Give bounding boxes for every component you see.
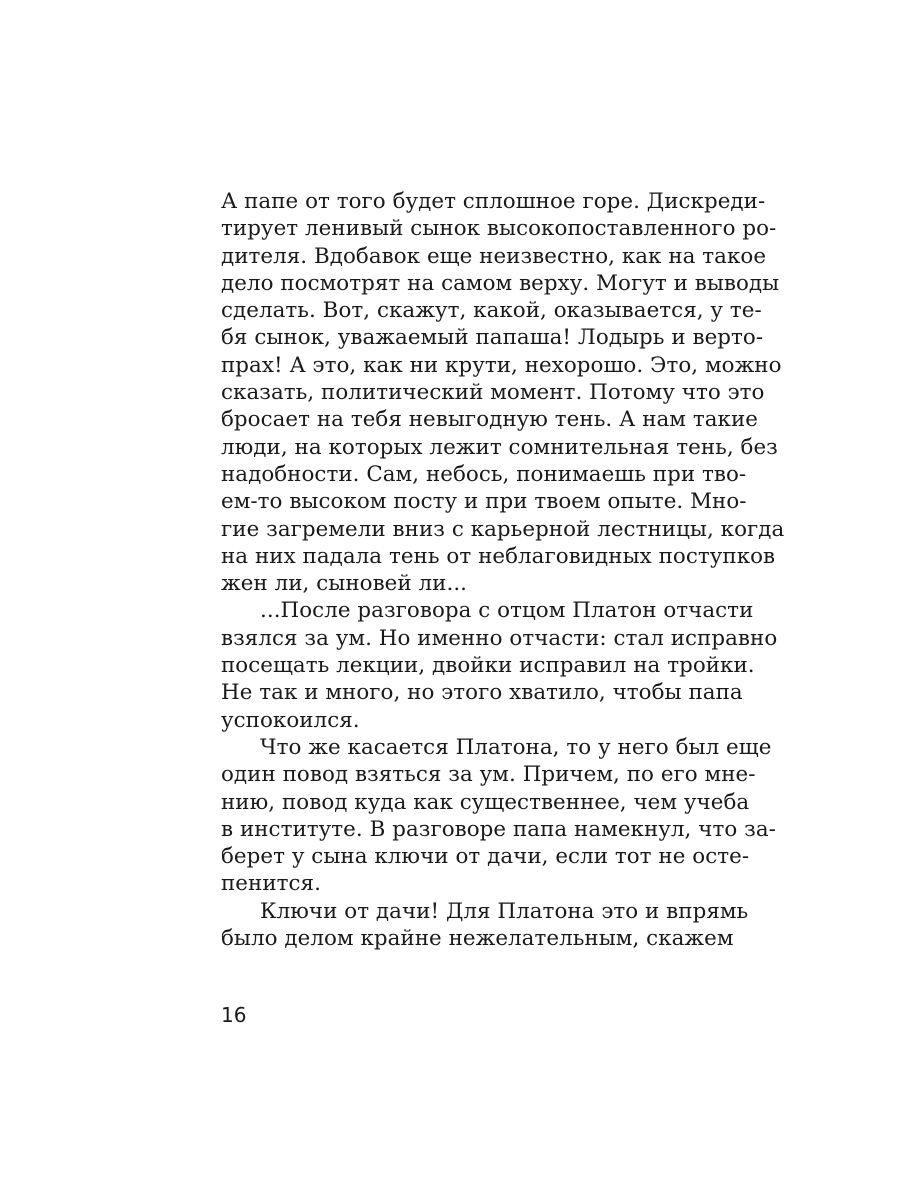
text-line: дело посмотрят на самом верху. Могут и выводы: [221, 270, 780, 296]
text-line: взялся за ум. Но именно отчасти: стал исправно: [221, 625, 778, 651]
paragraph: [221, 597, 778, 733]
text-line: жен ли, сыновей ли...: [221, 571, 468, 597]
page-number: 16: [221, 1003, 247, 1027]
paragraph: [221, 188, 785, 597]
text-line: Ключи от дачи! Для Платона это и впрямь: [260, 898, 749, 924]
paragraph: [221, 898, 749, 953]
body-text: [221, 188, 785, 952]
text-line: один повод взяться за ум. Причем, по его мне-: [221, 762, 756, 788]
text-line: бя сынок, уважаемый папаша! Лодырь и верто-: [221, 325, 764, 351]
text-line: тирует ленивый сынок высокопоставленного ро-: [221, 216, 777, 242]
text-line: гие загремели вниз с карьерной лестницы, когда: [221, 516, 785, 542]
text-line: А папе от того будет сплошное горе. Дискреди-: [221, 189, 766, 214]
text-line: пенится.: [221, 871, 321, 897]
text-line: прах! А это, как ни крути, нехорошо. Это, можно: [221, 352, 782, 378]
text-line: берет у сына ключи от дачи, если тот не остe-: [221, 844, 750, 870]
text-line: посещать лекции, двойки исправил на тройки.: [221, 653, 755, 679]
text-line: люди, на которых лежит сомнительная тень, без: [221, 434, 778, 460]
text-line: было делом крайне нежелательным, скажем: [221, 926, 734, 952]
text-line: успокоился.: [221, 707, 360, 733]
text-line: нию, повод куда как существеннее, чем учеба: [221, 789, 750, 815]
text-line: ем-то высоком посту и при твоем опыте. Мно-: [221, 489, 747, 515]
text-line: сказать, политический момент. Потому что это: [221, 380, 765, 406]
text-line: в институте. В разговоре папа намекнул, что за-: [221, 816, 776, 842]
text-line: ...После разговора с отцом Платон отчасти: [260, 598, 754, 624]
text-line: Что же касается Платона, то у него был еще: [260, 734, 772, 760]
text-line: дителя. Вдобавок еще неизвестно, как на такое: [221, 243, 767, 269]
text-line: сделать. Вот, скажут, какой, оказывается, у те-: [221, 298, 762, 324]
text-line: надобности. Сам, небось, понимаешь при тво-: [221, 461, 747, 487]
paragraph: [221, 734, 776, 898]
text-line: на них падала тень от неблаговидных поступков: [221, 543, 776, 569]
text-line: бросает на тебя невыгодную тень. А нам такие: [221, 407, 758, 433]
text-line: Не так и много, но этого хватило, чтобы папа: [221, 680, 743, 706]
